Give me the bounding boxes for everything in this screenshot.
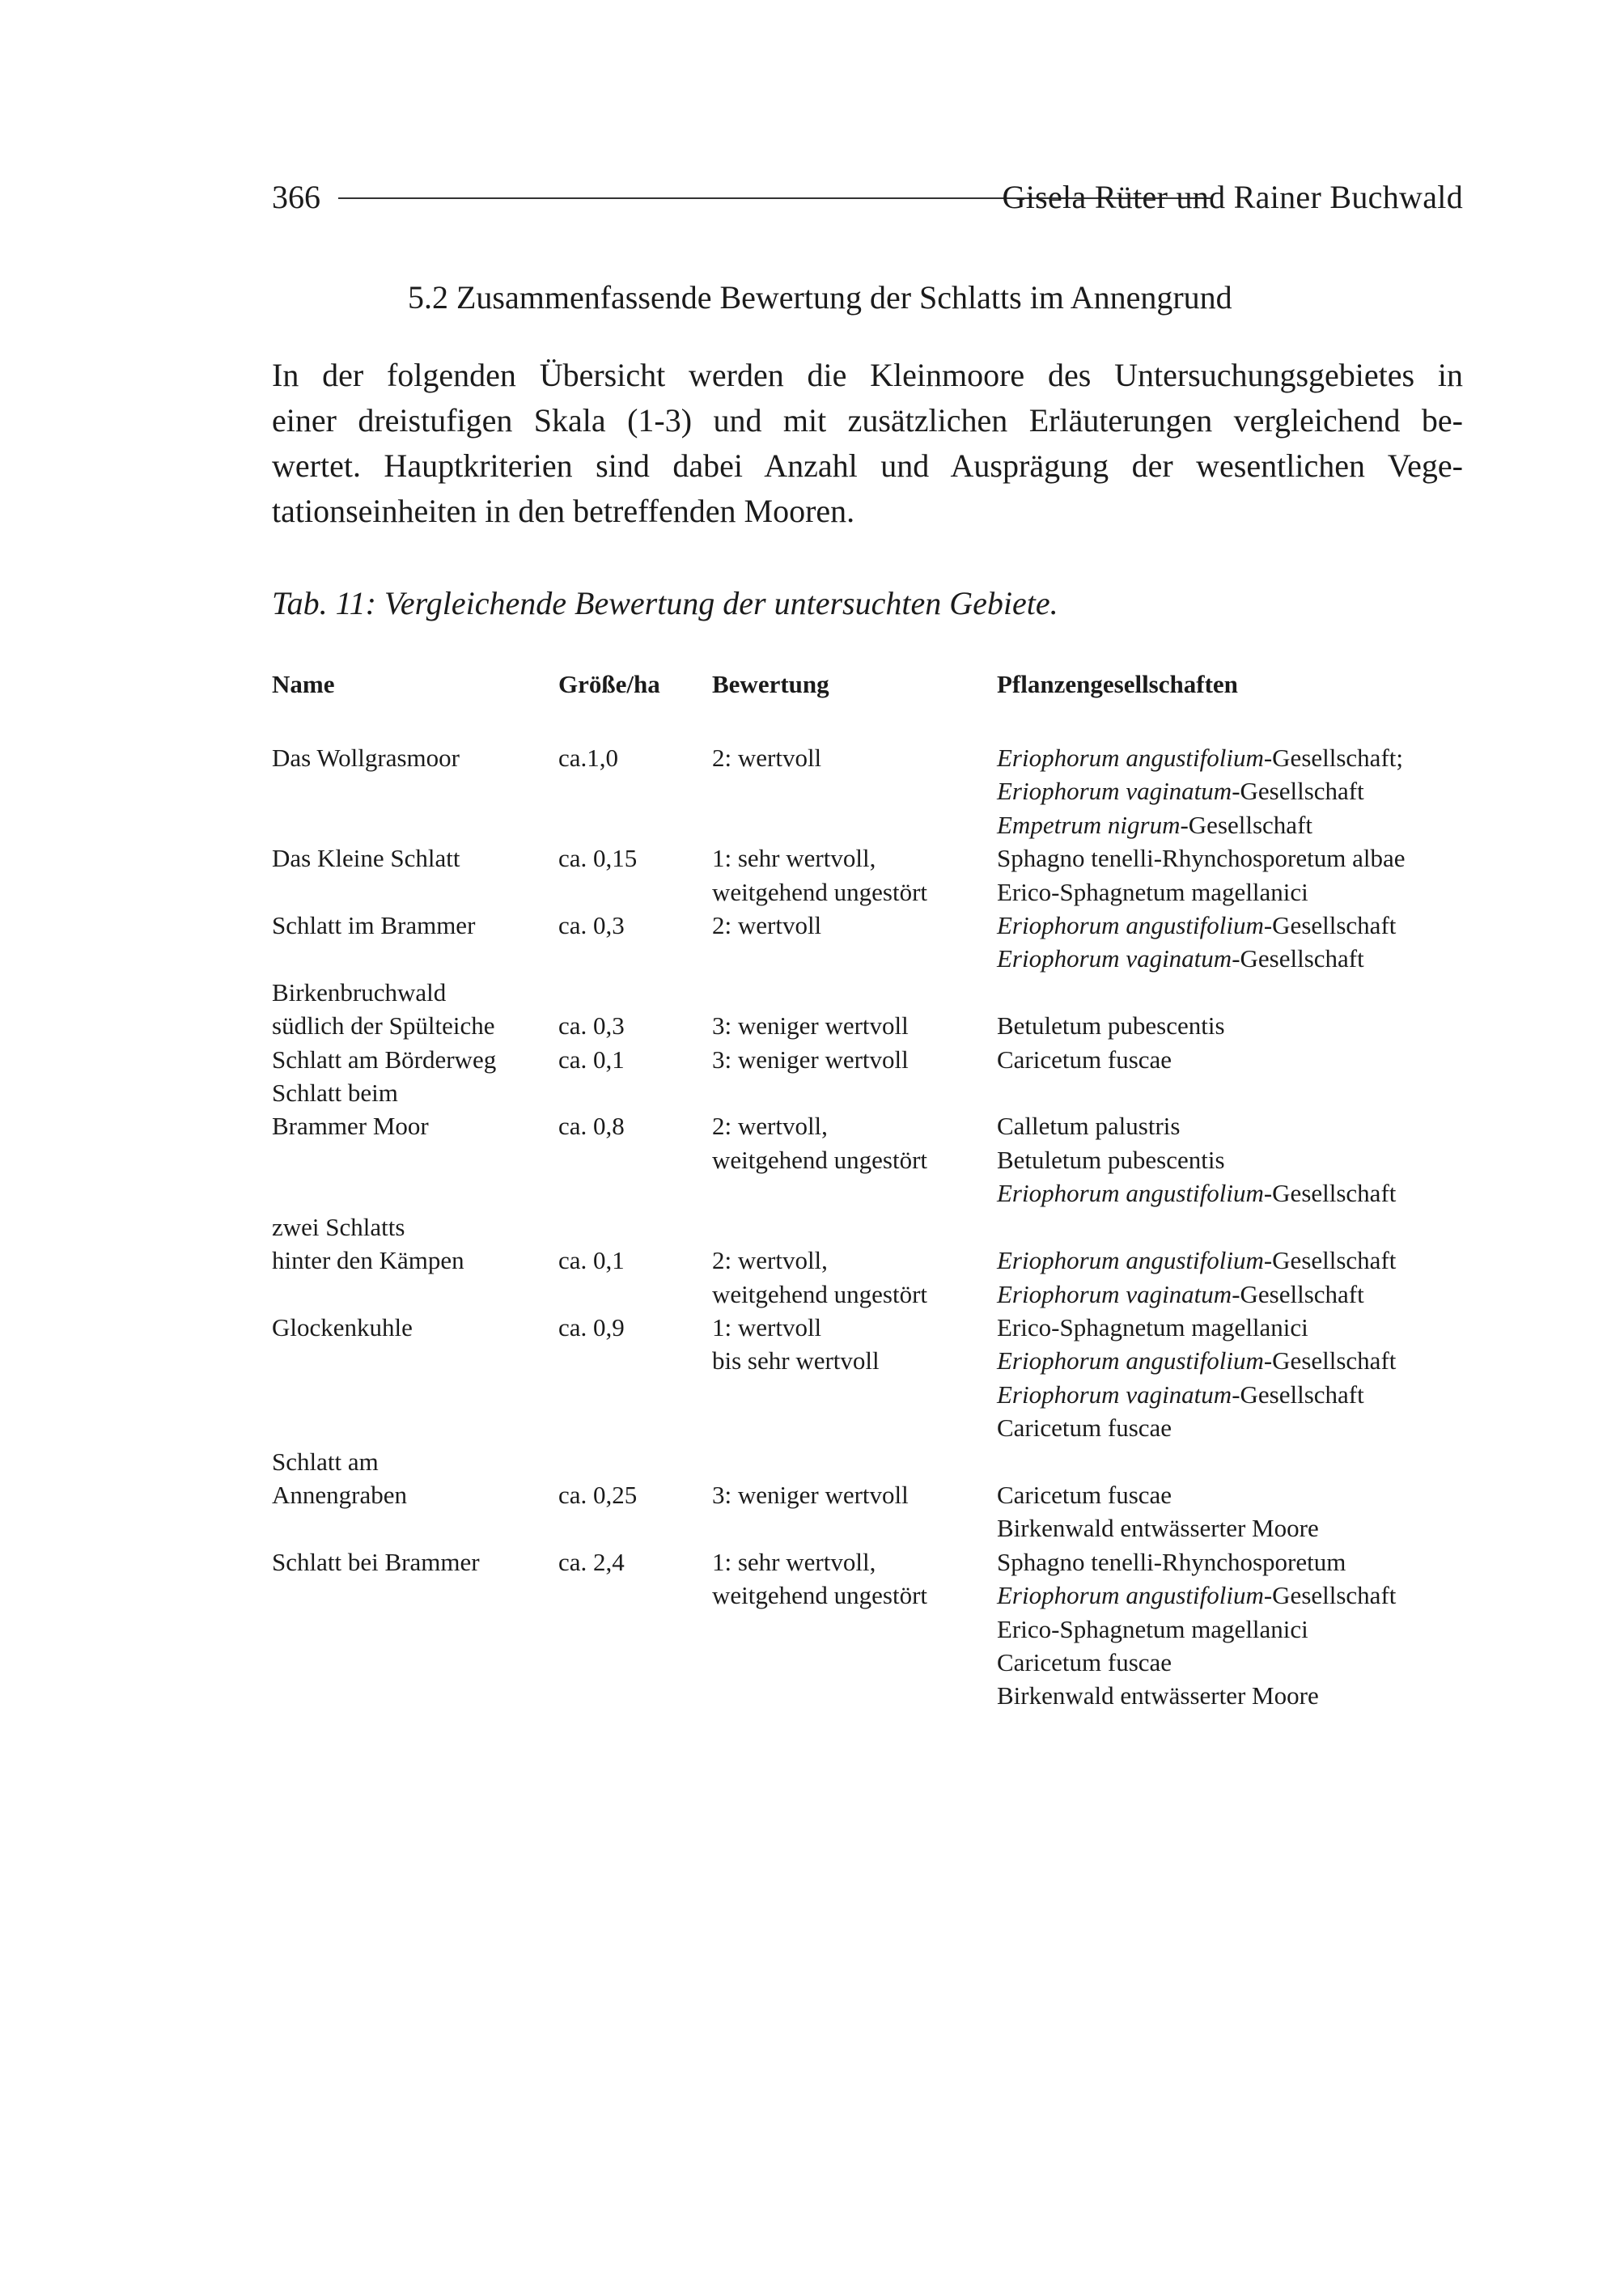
cell-plant-community xyxy=(997,1646,1482,1679)
cell-rating xyxy=(712,1076,997,1109)
cell-rating xyxy=(712,1176,997,1210)
cell-name: Schlatt am xyxy=(272,1447,379,1476)
header-size: Größe/ha xyxy=(558,670,660,698)
table-row xyxy=(272,1411,1482,1444)
cell-rating xyxy=(712,1210,997,1244)
intro-paragraph xyxy=(272,353,1463,534)
cell-plant-community xyxy=(997,1511,1482,1545)
cell-name xyxy=(272,1646,558,1679)
cell-plant-community xyxy=(997,1043,1482,1076)
community-text: Caricetum fuscae xyxy=(997,1045,1172,1074)
cell-plant-community xyxy=(997,976,1482,1009)
table-row xyxy=(272,808,1482,841)
community-text: -Gesellschaft; xyxy=(1263,744,1403,772)
cell-rating xyxy=(712,976,997,1009)
cell-size xyxy=(558,1210,712,1244)
cell-rating xyxy=(712,1646,997,1679)
cell-rating: 2: wertvoll xyxy=(712,911,822,940)
cell-name xyxy=(272,1579,558,1612)
community-text: -Gesellschaft xyxy=(1263,911,1397,940)
paragraph-line: wertet. Hauptkriterien sind dabei Anzahl und Ausprägung der wesentlichen Vege- xyxy=(272,447,1463,484)
cell-name: Schlatt im Brammer xyxy=(272,911,476,940)
cell-name xyxy=(272,774,558,807)
table-row xyxy=(272,875,1482,909)
cell-size xyxy=(558,875,712,909)
cell-plant-community xyxy=(997,1613,1482,1646)
community-text: Caricetum fuscae xyxy=(997,1414,1172,1443)
species-name: Eriophorum vaginatum xyxy=(997,1279,1232,1308)
community-text: -Gesellschaft xyxy=(1232,1380,1364,1409)
cell-size: ca. 0,15 xyxy=(558,844,638,873)
cell-plant-community xyxy=(997,909,1482,942)
cell-plant-community xyxy=(997,1579,1482,1612)
cell-name xyxy=(272,1679,558,1712)
species-name: Eriophorum angustifolium xyxy=(997,911,1264,940)
cell-plant-community xyxy=(997,1478,1482,1511)
cell-plant-community xyxy=(997,1545,1482,1579)
table-row xyxy=(272,774,1482,807)
community-text: Erico-Sphagnetum magellanici xyxy=(997,1312,1308,1341)
cell-rating: weitgehend ungestört xyxy=(712,1581,928,1610)
cell-name: zwei Schlatts xyxy=(272,1212,405,1241)
cell-rating xyxy=(712,1679,997,1712)
community-text: -Gesellschaft xyxy=(1232,777,1364,806)
cell-rating: 1: sehr wertvoll, xyxy=(712,1547,876,1576)
cell-plant-community xyxy=(997,1311,1482,1344)
community-text: Betuletum pubescentis xyxy=(997,1011,1225,1041)
paragraph-line: einer dreistufigen Skala (1-3) und mit zusätzlichen Erläuterungen vergleichend be- xyxy=(272,402,1463,439)
cell-plant-community xyxy=(997,841,1482,875)
table-row xyxy=(272,1009,1482,1042)
cell-plant-community xyxy=(997,741,1482,774)
table-row xyxy=(272,1043,1482,1076)
cell-rating xyxy=(712,1511,997,1545)
cell-name: Brammer Moor xyxy=(272,1112,429,1141)
cell-rating: weitgehend ungestört xyxy=(712,1279,928,1308)
header-rating: Bewertung xyxy=(712,670,829,698)
cell-name xyxy=(272,942,558,975)
comparison-table xyxy=(272,741,1482,1713)
cell-rating xyxy=(712,808,997,841)
cell-size xyxy=(558,1445,712,1478)
community-text: Erico-Sphagnetum magellanici xyxy=(997,877,1308,906)
cell-plant-community xyxy=(997,1344,1482,1377)
species-name: Eriophorum angustifolium xyxy=(997,1346,1264,1375)
species-name: Eriophorum vaginatum xyxy=(997,1380,1232,1409)
cell-name xyxy=(272,1176,558,1210)
species-name: Eriophorum vaginatum xyxy=(997,944,1232,973)
table-row xyxy=(272,1511,1482,1545)
cell-size xyxy=(558,1679,712,1712)
cell-name: Das Kleine Schlatt xyxy=(272,844,460,873)
cell-rating: 1: wertvoll xyxy=(712,1312,822,1341)
table-row xyxy=(272,1176,1482,1210)
table-row xyxy=(272,942,1482,975)
community-text: Caricetum fuscae xyxy=(997,1647,1172,1676)
cell-size: ca. 0,3 xyxy=(558,911,625,940)
cell-name: hinter den Kämpen xyxy=(272,1246,464,1275)
page-header xyxy=(272,176,1463,218)
table-row xyxy=(272,1143,1482,1176)
header-plants: Pflanzengesellschaften xyxy=(997,670,1238,698)
cell-name: Annengraben xyxy=(272,1480,407,1509)
community-text: Birkenwald entwässerter Moore xyxy=(997,1514,1319,1543)
cell-size xyxy=(558,808,712,841)
cell-name xyxy=(272,1378,558,1411)
community-text: Sphagno tenelli-Rhynchosporetum albae xyxy=(997,844,1406,873)
page-number: 366 xyxy=(272,179,320,215)
species-name: Eriophorum vaginatum xyxy=(997,777,1232,806)
cell-size xyxy=(558,1613,712,1646)
community-text: Erico-Sphagnetum magellanici xyxy=(997,1614,1308,1643)
table-row xyxy=(272,1278,1482,1311)
cell-rating: 3: weniger wertvoll xyxy=(712,1045,909,1074)
cell-size: ca.1,0 xyxy=(558,744,619,772)
cell-size: ca. 0,3 xyxy=(558,1011,625,1041)
cell-size xyxy=(558,1646,712,1679)
paragraph-line: tationseinheiten in den betreffenden Mooren. xyxy=(272,493,855,529)
species-name: Eriophorum angustifolium xyxy=(997,1179,1264,1208)
cell-size xyxy=(558,774,712,807)
cell-plant-community xyxy=(997,1411,1482,1444)
cell-name: Schlatt beim xyxy=(272,1079,398,1108)
cell-name: Das Wollgrasmoor xyxy=(272,744,460,772)
table-caption: Tab. 11: Vergleichende Bewertung der untersuchten Gebiete. xyxy=(272,585,1058,621)
cell-plant-community xyxy=(997,774,1482,807)
cell-name xyxy=(272,1143,558,1176)
cell-size: ca. 0,8 xyxy=(558,1112,625,1141)
cell-plant-community xyxy=(997,1378,1482,1411)
table-row xyxy=(272,1244,1482,1277)
community-text: Caricetum fuscae xyxy=(997,1480,1172,1509)
cell-plant-community xyxy=(997,1679,1482,1712)
cell-size: ca. 0,25 xyxy=(558,1480,638,1509)
cell-size xyxy=(558,1511,712,1545)
table-row xyxy=(272,1478,1482,1511)
cell-size xyxy=(558,1344,712,1377)
cell-rating: 1: sehr wertvoll, xyxy=(712,844,876,873)
table-row xyxy=(272,1344,1482,1377)
cell-size xyxy=(558,1378,712,1411)
section-title: 5.2 Zusammenfassende Bewertung der Schlatts im Annengrund xyxy=(408,279,1232,316)
table-row xyxy=(272,1311,1482,1344)
community-text: -Gesellschaft xyxy=(1263,1179,1397,1208)
table-row xyxy=(272,1076,1482,1109)
cell-rating xyxy=(712,942,997,975)
community-text: -Gesellschaft xyxy=(1263,1246,1397,1275)
community-text: -Gesellschaft xyxy=(1263,1581,1397,1610)
cell-size xyxy=(558,1143,712,1176)
cell-plant-community xyxy=(997,1009,1482,1042)
cell-rating xyxy=(712,1378,997,1411)
table-row xyxy=(272,1579,1482,1612)
community-text: -Gesellschaft xyxy=(1232,1279,1364,1308)
cell-size xyxy=(558,942,712,975)
cell-size xyxy=(558,1579,712,1612)
cell-name: Schlatt am Börderweg xyxy=(272,1045,497,1074)
cell-plant-community xyxy=(997,1278,1482,1311)
cell-rating xyxy=(712,774,997,807)
table-row xyxy=(272,1109,1482,1142)
cell-plant-community xyxy=(997,1143,1482,1176)
cell-plant-community xyxy=(997,1210,1482,1244)
community-text: Birkenwald entwässerter Moore xyxy=(997,1681,1319,1710)
table-row xyxy=(272,1613,1482,1646)
cell-size: ca. 0,9 xyxy=(558,1312,625,1341)
species-name: Empetrum nigrum xyxy=(997,810,1181,839)
cell-rating: 2: wertvoll xyxy=(712,744,822,772)
cell-rating xyxy=(712,1411,997,1444)
cell-name: südlich der Spülteiche xyxy=(272,1011,495,1041)
cell-size xyxy=(558,976,712,1009)
cell-rating: 2: wertvoll, xyxy=(712,1246,828,1275)
table-row xyxy=(272,976,1482,1009)
cell-name xyxy=(272,1278,558,1311)
community-text: -Gesellschaft xyxy=(1263,1346,1397,1375)
cell-name xyxy=(272,808,558,841)
cell-plant-community xyxy=(997,1445,1482,1478)
table-row xyxy=(272,741,1482,774)
species-name: Eriophorum angustifolium xyxy=(997,1581,1264,1610)
cell-rating: 2: wertvoll, xyxy=(712,1112,828,1141)
cell-name: Schlatt bei Brammer xyxy=(272,1547,480,1576)
cell-plant-community xyxy=(997,808,1482,841)
cell-plant-community xyxy=(997,875,1482,909)
table-row xyxy=(272,1378,1482,1411)
community-text: Sphagno tenelli-Rhynchosporetum xyxy=(997,1547,1346,1576)
cell-name xyxy=(272,1511,558,1545)
paragraph-line: In der folgenden Übersicht werden die Kleinmoore des Untersuchungsgebietes in xyxy=(272,357,1463,393)
cell-plant-community xyxy=(997,1076,1482,1109)
community-text: Calletum palustris xyxy=(997,1112,1181,1141)
cell-rating xyxy=(712,1445,997,1478)
cell-rating: 3: weniger wertvoll xyxy=(712,1011,909,1041)
cell-size xyxy=(558,1176,712,1210)
cell-plant-community xyxy=(997,1244,1482,1277)
community-text: -Gesellschaft xyxy=(1232,944,1364,973)
cell-name xyxy=(272,1411,558,1444)
cell-name: Birkenbruchwald xyxy=(272,977,447,1007)
cell-name xyxy=(272,875,558,909)
cell-name xyxy=(272,1613,558,1646)
running-head: Gisela Rüter und Rainer Buchwald xyxy=(1002,179,1463,215)
cell-rating: 3: weniger wertvoll xyxy=(712,1480,909,1509)
table-row xyxy=(272,1210,1482,1244)
cell-size: ca. 0,1 xyxy=(558,1246,625,1275)
table-body xyxy=(272,741,1482,1713)
cell-plant-community xyxy=(997,1176,1482,1210)
cell-plant-community xyxy=(997,942,1482,975)
table-row xyxy=(272,1445,1482,1478)
cell-name: Glockenkuhle xyxy=(272,1312,413,1341)
community-text: -Gesellschaft xyxy=(1180,810,1313,839)
cell-plant-community xyxy=(997,1109,1482,1142)
cell-rating: weitgehend ungestört xyxy=(712,877,928,906)
cell-size xyxy=(558,1411,712,1444)
table-row xyxy=(272,1545,1482,1579)
header-name: Name xyxy=(272,670,335,698)
cell-size xyxy=(558,1278,712,1311)
table-row xyxy=(272,909,1482,942)
table-row xyxy=(272,1679,1482,1712)
cell-rating: weitgehend ungestört xyxy=(712,1145,928,1174)
cell-size: ca. 0,1 xyxy=(558,1045,625,1074)
cell-name xyxy=(272,1344,558,1377)
community-text: Betuletum pubescentis xyxy=(997,1145,1225,1174)
cell-rating xyxy=(712,1613,997,1646)
table-row xyxy=(272,1646,1482,1679)
table-row xyxy=(272,841,1482,875)
cell-rating: bis sehr wertvoll xyxy=(712,1346,880,1375)
species-name: Eriophorum angustifolium xyxy=(997,744,1264,772)
species-name: Eriophorum angustifolium xyxy=(997,1246,1264,1275)
cell-size xyxy=(558,1076,712,1109)
cell-size: ca. 2,4 xyxy=(558,1547,625,1576)
